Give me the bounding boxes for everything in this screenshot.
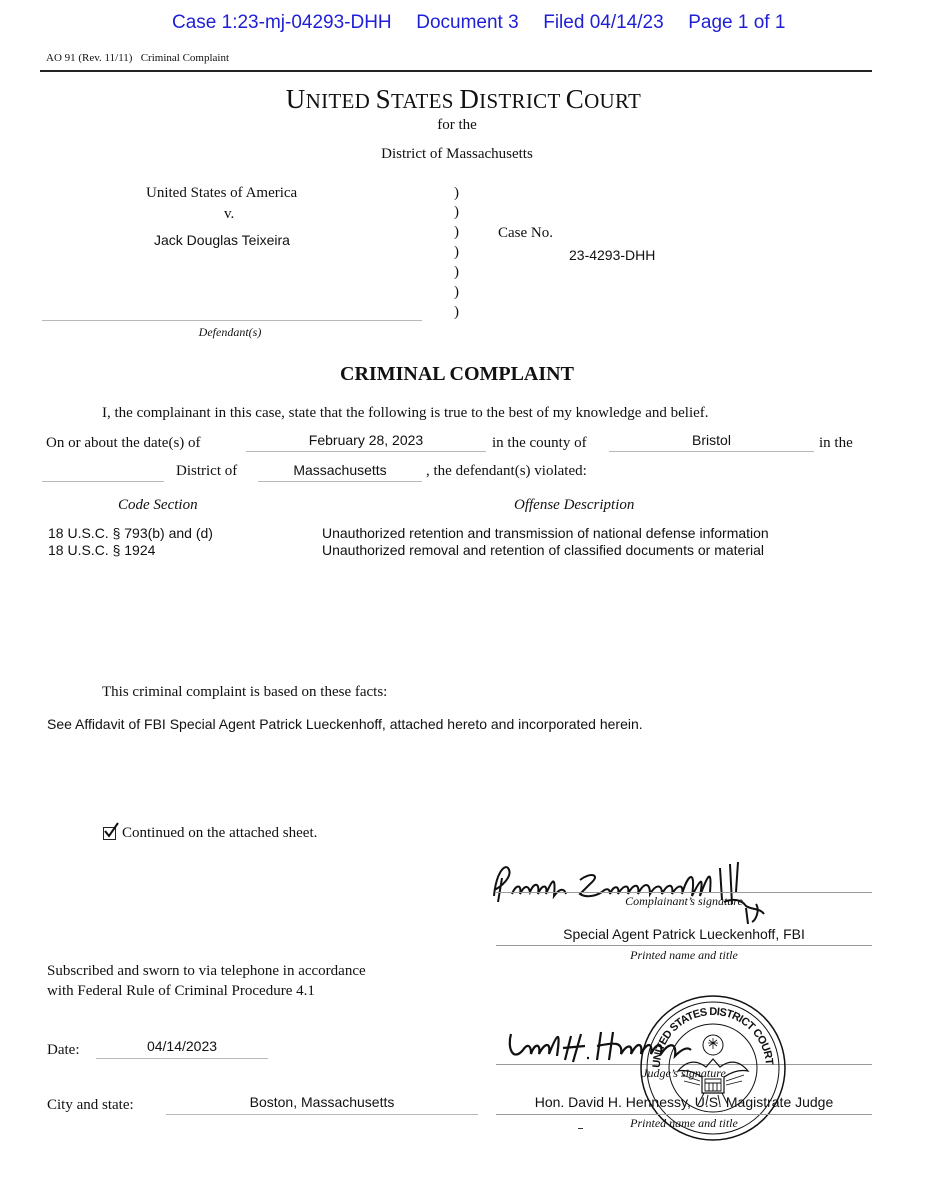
judge-signature-caption: Judge’s signature xyxy=(642,1066,726,1080)
date-label: Date: xyxy=(47,1042,80,1058)
defendant-name: Jack Douglas Teixeira xyxy=(154,232,290,248)
continued-checkbox[interactable] xyxy=(103,827,116,840)
header-rule xyxy=(40,70,872,72)
versus-label: v. xyxy=(224,206,235,222)
case-number-header: Case 1:23-mj-04293-DHH xyxy=(172,12,392,33)
district-prefix-line xyxy=(42,481,164,482)
city-state-label: City and state: xyxy=(47,1097,134,1113)
complainant-signature-line xyxy=(496,892,872,893)
judge-name-line xyxy=(496,1114,872,1115)
for-the-label: for the xyxy=(437,117,477,133)
county-line xyxy=(609,451,814,452)
sworn-date: 04/14/2023 xyxy=(146,1038,218,1054)
case-no-value: 23-4293-DHH xyxy=(569,247,656,263)
facts-intro: This criminal complaint is based on these facts: xyxy=(102,684,388,700)
offense-description: Unauthorized removal and retention of classified documents or material xyxy=(322,542,765,558)
offense-date: February 28, 2023 xyxy=(308,432,424,448)
court-title: UNITED STATES DISTRICT COURT xyxy=(285,84,642,114)
sworn-date-line xyxy=(96,1058,268,1059)
county-value: Bristol xyxy=(692,432,731,448)
violated-label: , the defendant(s) violated: xyxy=(426,463,587,479)
complaint-title: CRIMINAL COMPLAINT xyxy=(340,363,574,385)
case-no-label: Case No. xyxy=(498,225,553,241)
filed-date: Filed 04/14/23 xyxy=(543,12,664,33)
complaint-intro: I, the complainant in this case, state that the following is true to the best of my knowledge and belief. xyxy=(102,405,709,421)
offense-date-line xyxy=(246,451,486,452)
sworn-statement-line2: with Federal Rule of Criminal Procedure 4.1 xyxy=(47,983,315,999)
paren-3: ) xyxy=(454,224,459,240)
complainant-signature-caption: Complainant’s signature xyxy=(625,894,743,908)
defendant-caption: Defendant(s) xyxy=(198,325,262,339)
complainant-printed-name: Special Agent Patrick Lueckenhoff, FBI xyxy=(563,926,805,942)
defendant-line xyxy=(42,320,422,321)
paren-5: ) xyxy=(454,264,459,280)
on-or-about-label: On or about the date(s) of xyxy=(46,435,201,451)
in-county-label: in the county of xyxy=(492,435,587,451)
complainant-name-line xyxy=(496,945,872,946)
complainant-printed-caption: Printed name and title xyxy=(630,948,738,962)
plaintiff-name: United States of America xyxy=(146,185,298,201)
court-district: District of Massachusetts xyxy=(381,146,533,162)
offense-code: 18 U.S.C. § 1924 xyxy=(48,542,156,558)
district-line xyxy=(258,481,422,482)
offense-code: 18 U.S.C. § 793(b) and (d) xyxy=(48,525,213,541)
district-value: Massachusetts xyxy=(293,462,387,478)
seal-text: UNITED STATES DISTRICT COURT xyxy=(650,1005,776,1069)
offense-description-header: Offense Description xyxy=(514,497,635,513)
offense-description: Unauthorized retention and transmission of national defense information xyxy=(322,525,769,541)
paren-7: ) xyxy=(454,304,459,320)
continued-label: Continued on the attached sheet. xyxy=(122,825,318,841)
facts-text: See Affidavit of FBI Special Agent Patrick Lueckenhoff, attached hereto and incorporated herein. xyxy=(47,716,643,732)
city-state-value: Boston, Massachusetts xyxy=(249,1094,395,1110)
ecf-header xyxy=(172,12,785,34)
paren-2: ) xyxy=(454,204,459,220)
form-id: AO 91 (Rev. 11/11) Criminal Complaint xyxy=(46,52,230,64)
in-the-label: in the xyxy=(819,435,853,451)
judge-printed-name: Hon. David H. Hennessy, U.S. Magistrate Judge xyxy=(534,1094,834,1110)
judge-printed-caption: Printed name and title xyxy=(630,1116,738,1130)
stray-mark xyxy=(578,1128,583,1129)
code-section-header: Code Section xyxy=(118,497,198,513)
checkmark-icon xyxy=(104,822,120,838)
sworn-statement-line1: Subscribed and sworn to via telephone in accordance xyxy=(47,963,366,979)
paren-6: ) xyxy=(454,284,459,300)
city-state-line xyxy=(166,1114,478,1115)
paren-4: ) xyxy=(454,244,459,260)
paren-1: ) xyxy=(454,185,459,201)
document-number: Document 3 xyxy=(416,12,519,33)
district-of-label: District of xyxy=(176,463,238,479)
page-indicator: Page 1 of 1 xyxy=(688,12,786,33)
